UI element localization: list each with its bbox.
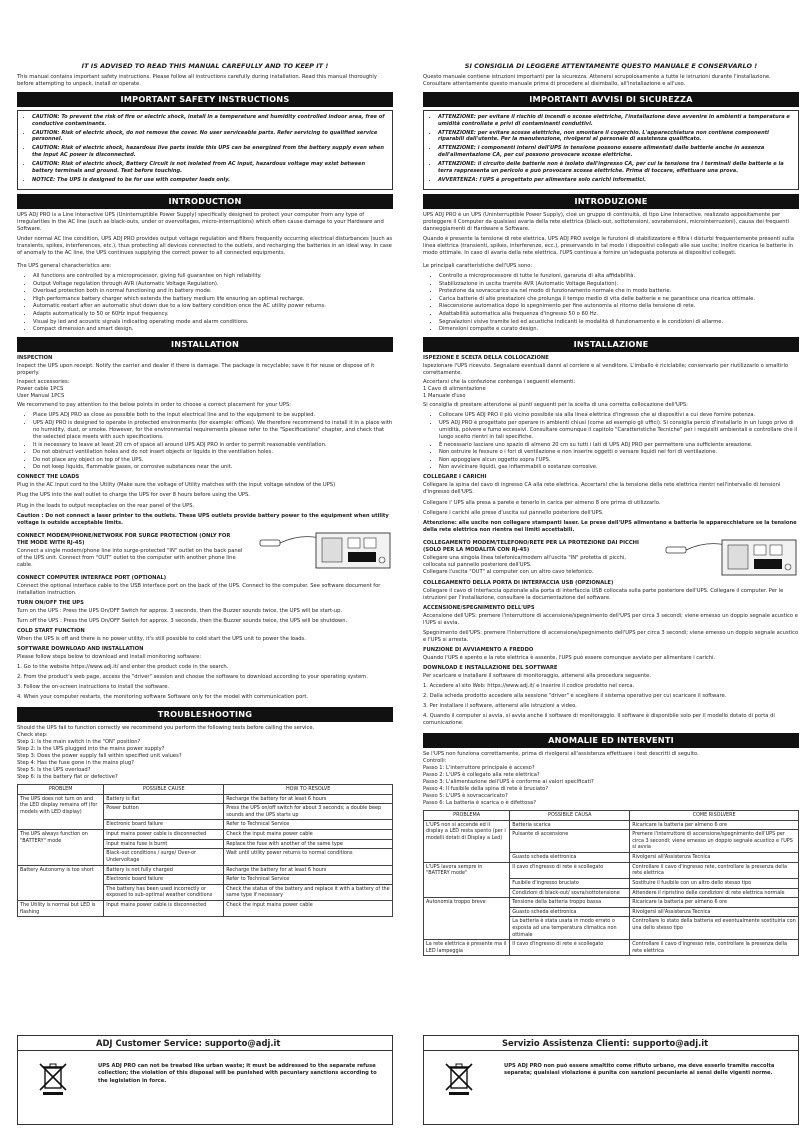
software-title: SOFTWARE DOWNLOAD AND INSTALLATION [17,645,144,652]
safety-item: • NOTICE: The UPS is designed to be for use with computer loads only. [32,177,388,184]
placement-list [17,412,393,471]
placement-item: • Non appoggiare alcun oggetto sopra l'UPS. [439,457,799,464]
fix-cell: Attendere il ripristino delle condizioni di rete elettrica normale [630,888,799,898]
troubleshooting-intro: Se l'UPS non funziona correttamente, prima di rivolgersi all'assistenza effettuare i test descritti di seguito. [423,750,699,757]
section-header-installation: INSTALLATION [17,337,393,352]
cold-start-text: Quando l'UPS è spento e la rete elettrica è assente, l'UPS può essere comunque avviato per alimentare i carichi. [423,654,716,661]
software-step: 4. Quando il computer si avvia, si avvia anche il software di monitoraggio. Il software è disponibile solo per il modello dotato di porta di comunicazione. [423,712,775,726]
page-title: SI CONSIGLIA DI LEGGERE ATTENTAMENTE QUESTO MANUALE E CONSERVARLO ! [464,62,758,70]
problem-cell: La rete elettrica è presente ma il LED lampeggia [424,940,510,956]
section-header-installation: INSTALLAZIONE [423,337,799,352]
section-header-safety: IMPORTANTI AVVISI DI SICUREZZA [423,92,799,107]
safety-item: • AVVERTENZA: l'UPS è progettato per alimentare solo carichi informatici. [438,177,794,184]
fix-cell: Sostituire il fusibile con un altro dello stesso tipo [630,878,799,888]
fix-cell: Recharge the battery for at least 6 hours [224,865,393,875]
weee-text: UPS ADJ PRO can not be treated like urban waste; it must be addressed to the separate refuse collection; the violation of this disposal will be punished with pecuniary sanctions according to the legislation in force. [98,1063,377,1084]
inspection-title: INSPECTION [17,355,53,362]
feature-item: • Output Voltage regulation through AVR (Automatic Voltage Regulation). [33,281,393,288]
section-header-safety: IMPORTANT SAFETY INSTRUCTIONS [17,92,393,107]
check-step: Passo 4: Il fusibile della spina di rete è bruciato? [423,785,549,792]
placement-intro: We recommend to pay attention to the below points in order to choose a correct placement for your UPS: [17,402,291,409]
safety-item: • CAUTION: Risk of electric shock, Battery Circuit is not isolated from AC input, hazardous voltage may exist between battery terminals and ground. Test before touching. [32,161,388,175]
placement-item: • Non avvicinare liquidi, gas infiammabili o sostanze corrosive. [439,464,799,471]
modem-text: Collegare l'uscita "OUT" al computer con un altro cavo telefonico. [423,568,594,575]
placement-intro: Si consiglia di prestare attenzione ai punti seguenti per la scelta di una corretta collocazione dell'UPS: [423,402,688,409]
intro-note: Questo manuale contiene istruzioni importanti per la sicurezza. Attenersi scrupolosamente a tutte le istruzioni durante l'installazione. Consultare attentamente questo manuale prima di procedere al disimballo, all'installazione e all'uso. [423,73,771,87]
cause-cell: Battery is not fully charged [104,865,224,875]
check-step: Passo 5: L'UPS è sovraccaricato? [423,792,508,799]
fix-cell: Check the input mains power cable [224,830,393,840]
section-header-troubleshooting: TROUBLESHOOTING [17,707,393,722]
troubleshooting-table [423,810,799,956]
check-step: Step 1: Is the main switch in the "ON" position? [17,738,141,745]
modem-section [423,537,799,577]
modem-text: Connect a single modem/phone line into surge-protected "IN" outlet on the back panel of the UPS unit. Connect from "OUT" outlet to the computer with another phone line cable. [17,547,243,568]
placement-item: • Place UPS ADJ PRO as close as possible both to the input electrical line and to the equipment to be supplied. [33,412,393,419]
cold-start-title: COLD START FUNCTION [17,627,85,634]
feature-item: • Overload protection both in normal functioning and in battery mode. [33,288,393,295]
check-step: Passo 2: L'UPS è collegato alla rete elettrica? [423,771,540,778]
on-off-text: Accensione dell'UPS: premere l'interruttore di accensione/spegnimento dell'UPS per circa 3 secondi; viene emesso un doppio segnale acustico e l'UPS si avvia. [423,612,798,626]
feature-item: • Visual by led and acoustic signals indicating operating mode and alarm conditions. [33,319,393,326]
check-step: Passo 6: La batteria è scarica o è difettosa? [423,800,536,806]
crossed-bin-icon [38,1062,68,1096]
modem-title: COLLEGAMENTO MODEM/TELEFONO/RETE PER LA PROTEZIONE DAI PICCHI (SOLO PER LA MODALITÀ CON RJ-45) [423,539,639,553]
software-title: DOWNLOAD E INSTALLAZIONE DEL SOFTWARE [423,664,558,671]
software-step: 2. Dalla scheda prodotto accedere alla sessione "driver" e scegliere il sistema operativo per cui scaricare il software. [423,692,727,699]
cause-cell: La batteria è stata usata in modo errato o esposta ad una temperatura climatica non ottimale [510,917,630,940]
placement-item: • Do not place any object on top of the UPS. [33,457,393,464]
table-row [424,940,799,956]
placement-item: • It is necessary to leave at least 20 cm of space all around UPS ADJ PRO in order to permit reasonable ventilation. [33,442,393,449]
cause-cell: Power button [104,804,224,820]
features-intro: Le principali caratteristiche dell'UPS sono: [423,262,533,269]
accessory-line: 1 Manuale d'uso [423,393,466,400]
fix-cell: Ricaricare la batteria per almeno 6 ore [630,898,799,908]
feature-item: • Compact dimension and smart design. [33,326,393,333]
inspection-text: Inspect the UPS upon receipt. Notify the carrier and dealer if there is damage. The package is recyclable; save it for reuse or dispose of it properly. [17,363,375,377]
cause-cell: Black-out conditions / surge/ Over-or Undervoltage [104,849,224,865]
table-row [424,898,799,908]
accessory-line: Accertarsi che la confezione contenga i seguenti elementi: [423,379,576,386]
column-header: POSSIBLE CAUSE [104,785,224,795]
features-intro: The UPS general characteristics are: [17,262,112,269]
placement-item: • Do not keep liquids, flammable gases, or corrosive substances near the unit. [33,464,393,471]
check-step: Step 3: Does the power supply fall within specified unit values? [17,752,182,759]
accessory-line: Power cable 1PCS [17,386,64,393]
cause-cell: Electronic board failure [104,875,224,885]
check-step: Check step: [17,731,48,738]
placement-item: • UPS ADJ PRO is designed to operate in protected environments (for example: offices). We therefore recommend to install it in a place with no humidity, dust, or smoke. However, for the environmental requirements please refer to the "Specifications" chapter, and check that the selected place meets with such specifications. [33,420,393,441]
accessory-line: User Manual 1PCS [17,393,65,400]
cause-cell: Battery is flat [104,794,224,804]
on-off-title: ACCENSIONE/SPEGNIMENTO DELL'UPS [423,604,535,611]
table-row [18,865,393,875]
fix-cell: Wait until utility power returns to normal conditions [224,849,393,865]
weee-disposal-box [17,1051,393,1125]
safety-item: • ATTENZIONE: per evitare il rischio di incendi o scosse elettriche, l'installazione deve avvenire in ambienti a temperatura e umidità controllate e privi di contaminanti conduttivi. [438,114,794,128]
section-header-troubleshooting: ANOMALIE ED INTERVENTI [423,733,799,748]
modem-text: collocata sul pannello posteriore dell'UPS. [423,561,532,568]
troubleshooting-table [17,784,393,917]
software-intro: Per scaricare e installare il software di monitoraggio, attenersi alla procedura seguente. [423,672,651,679]
intro-paragraph: UPS ADJ PRO is a Line Interactive UPS (Uninterruptible Power Supply) specifically designed to protect your computer from any type of irregularities in the AC line (such as black-outs, under or overvoltages, micro-interruptions) which often cause damage to your Hardware and Software. [17,211,384,232]
cause-cell: Input mains power cable is disconnected [104,900,224,916]
problem-cell: Battery Autonomy is too short [18,865,104,900]
safety-item: • ATTENZIONE: i componenti interni dell'UPS in tensione possono essere alimentati dalle batterie anche in assenza dell'alimentazione CA, per cui possono provocare scosse elettriche. [438,145,794,159]
on-off-text: Turn on the UPS : Press the UPS On/OFF Switch for approx. 3 seconds, then the Buzzer sounds twice, the UPS will be start-up. [17,607,343,614]
feature-item: • Carica batterie di alte prestazioni che prolunga il tempo medio di vita delle batterie e ne garantisce una ricarica ottimale. [439,296,799,303]
cause-cell: Il cavo d'ingresso di rete è scollegato [510,862,630,878]
loads-caution: Attenzione: alle uscite non collegare stampanti laser. Le prese dell'UPS alimentano a batteria le apparecchiature se la tensione della rete elettrica non rientra nei limiti accettabili. [423,519,797,533]
table-row [18,794,393,804]
intro-paragraph: UPS ADJ PRO è un UPS (Uninterruptible Power Supply), cioè un gruppo di continuità, di tipo Line Interactive, realizzato appositamente per proteggere il Computer da qualsiasi avaria della rete elettrica (black-out, sottotensioni, sovratensioni, microinterruzioni), causa dei frequenti danneggiamenti di Hardware e Software. [423,211,789,232]
safety-item: • ATTENZIONE: per evitare scosse elettriche, non smontare il coperchio. L'apparecchiatura non contiene componenti riparabili dall'utente. Per la manutenzione, rivolgersi al personale di assistenza qualificato. [438,130,794,144]
page-title: IT IS ADVISED TO READ THIS MANUAL CAREFULLY AND TO KEEP IT ! [81,62,329,70]
feature-item: • Segnalazioni visive tramite led ed acustiche indicanti le modalità di funzionamento e le condizioni di allarme. [439,319,799,326]
safety-item: • ATTENZIONE: il circuito delle batterie non è isolato dall'ingresso CA, per cui la tensione tra i terminali delle batterie e la terra rappresenta un pericolo e può provocare scosse elettriche. Prima di toccare, effettuare una prova. [438,161,794,175]
column-header: POSSIBILE CAUSA [510,811,630,821]
fix-cell: Check the status of the battery and replace it with a battery of the same type if necessary [224,884,393,900]
interface-port-text: Connect the optional interface cable to the USB interface port on the back of the UPS. Connect to the computer. See software document for installation instruction. [17,582,381,596]
software-step: 3. Follow the on-screen instructions to install the software. [17,683,170,690]
troubleshooting-intro: Should the UPS fail to function correctly we recommend you perform the following tests before calling the service. [17,724,315,731]
weee-disposal-box [423,1051,799,1125]
on-off-text: Turn off the UPS : Press the UPS On/OFF Switch for approx. 3 seconds, then the Buzzer sounds twice, the UPS will be shutdown. [17,617,348,624]
fix-cell: Controllare il cavo d'ingresso rete, controllare la presenza della rete elettrica [630,862,799,878]
loads-text: Collegare i carichi alle prese d'uscita sul pannello posteriore dell'UPS. [423,509,604,516]
loads-text: Collegare la spina del cavo di ingresso CA alla rete elettrica. Accertarsi che la tensione della rete elettrica rientri nell'intervallo di tensioni d'ingresso dell'UPS. [423,482,781,496]
ups-rear-panel-illustration [258,530,393,570]
cause-cell: Tensione della batteria troppo bassa [510,898,630,908]
column-header: COME RISOLVERE [630,811,799,821]
fix-cell: Ricaricare la batteria per almeno 6 ore [630,820,799,830]
check-step: Step 4: Has the fuse gone in the mains plug? [17,759,134,766]
column-header: PROBLEMA [424,811,510,821]
english-column [17,62,393,917]
fix-cell: Check the input mains power cable [224,900,393,916]
ups-rear-panel-illustration [664,537,799,577]
software-step: 3. Per installare il software, attenersi alle istruzioni a video. [423,702,577,709]
safety-item: • CAUTION: Risk of electric shock, hazardous live parts inside this UPS can be energized from the battery supply even when the input AC power is disconnected. [32,145,388,159]
software-intro: Please follow steps below to download and install monitoring software: [17,653,202,660]
problem-cell: The Utility is normal but LED is flashing [18,900,104,916]
fix-cell: Replace the fuse with another of the same type [224,839,393,849]
on-off-title: TURN ON/OFF THE UPS [17,599,84,606]
feature-item: • Adattabilità automatica alla frequenza d'ingresso 50 o 60 Hz. [439,311,799,318]
intro-note: This manual contains important safety instructions. Please follow all instructions carefully during installation. Read this manual thoroughly before attempting to unpack, install or operate. [17,73,377,87]
problem-cell: L'UPS non si accende ed il display a LED resta spento (per i modelli dotati di Display a Led) [424,820,510,862]
fix-cell: Press the UPS on/off switch for about 3 seconds; a double beep sounds and the UPS starts up [224,804,393,820]
safety-box [17,110,393,190]
cause-cell: Batteria scarica [510,820,630,830]
cause-cell: Electronic board failure [104,820,224,830]
placement-item: • Collocare UPS ADJ PRO il più vicino possibile sia alla linea elettrica d'ingresso che ai dispositivi a cui deve fornire potenza. [439,412,799,419]
inspection-title: ISPEZIONE E SCELTA DELLA COLLOCAZIONE [423,355,549,362]
problem-cell: The UPS does not turn on and the LED display remains off (for models with LED display) [18,794,104,829]
connect-loads-title: CONNECT THE LOADS [17,474,80,481]
italian-column [423,62,799,956]
software-step: 1. Go to the website https://www.adj.it/ and enter the product code in the search. [17,663,229,670]
feature-item: • Controllo a microprocessore di tutte le funzioni, garanzia di alta affidabilità. [439,273,799,280]
feature-item: • Adapts automatically to 50 or 60Hz input frequency. [33,311,393,318]
software-step: 1. Accedere al sito Web: https://www.adj.it/ e inserire il codice prodotto nel cerca. [423,682,635,689]
safety-item: • CAUTION: Risk of electric shock, do not remove the cover. No user serviceable parts. Refer servicing to qualified service personnel. [32,130,388,144]
accessory-line: 1 Cavo di alimentazione [423,386,486,393]
feature-item: • Stabilizzazione in uscita tramite AVR (Automatic Voltage Regulation). [439,281,799,288]
fix-cell: Recharge the battery for at least 6 hours [224,794,393,804]
interface-port-title: COLLEGAMENTO DELLA PORTA DI INTERFACCIA USB (OPZIONALE) [423,579,614,586]
loads-text: Plug the UPS into the wall outlet to charge the UPS for over 8 hours before using the UPS. [17,492,250,499]
section-header-introduction: INTRODUZIONE [423,194,799,209]
check-step: Step 6: Is the battery flat or defective? [17,774,118,781]
feature-item: • All functions are controlled by a microprocessor, giving full guarantee on high reliability. [33,273,393,280]
placement-item: • È necessario lasciare uno spazio di almeno 20 cm su tutti i lati di UPS ADJ PRO per permettere una sufficiente areazione. [439,442,799,449]
safety-box [423,110,799,190]
software-step: 4. When your computer restarts, the monitoring software Software only for the model with communication port. [17,693,309,700]
cause-cell: Condizioni di black-out/ sovra/sottotensione [510,888,630,898]
software-step: 2. From the product's web page, access the "driver" session and choose the software to download according to your operating system. [17,673,368,680]
inspection-text: Ispezionare l'UPS ricevuto. Segnalare eventuali danni al corriere e al venditore. L'imballo è riciclabile; conservarlo per riutilizzarlo o smaltirlo correttamente. [423,363,789,377]
cause-cell: Pulsante di accensione [510,830,630,853]
check-step: Step 5: Is the UPS overload? [17,767,91,773]
fix-cell: Controllare il cavo d'ingresso rete, controllare la presenza della rete elettrica [630,940,799,956]
check-step: Passo 3: L'alimentazione dell'UPS è conforme ai valori specificati? [423,778,594,785]
placement-item: • Do not obstruct ventilation holes and do not insert objects or liquids in the ventilation holes. [33,449,393,456]
problem-cell: Autonomia troppo breve [424,898,510,940]
fix-cell: Refer to Technical Service [224,875,393,885]
cold-start-title: FUNZIONE DI AVVIAMENTO A FREDDO [423,646,534,653]
fix-cell: Controllare lo stato della batteria ed eventualmente sostituirla con una dello stesso tipo [630,917,799,940]
check-step: Step 2: Is the UPS plugged into the mains power supply? [17,745,165,752]
modem-section [17,530,393,572]
cause-cell: Il cavo d'ingresso di rete è scollegato [510,940,630,956]
cold-start-text: When the UPS is off and there is no power utility, it's still possible to cold start the UPS unit to power the loads. [17,635,306,642]
check-step: Controlli: [423,757,447,764]
weee-text: UPS ADJ PRO non può essere smaltito come rifiuto urbano, ma deve esserlo tramite raccolta separata; qualsiasi violazione è punita con sanzioni pecuniarie ai sensi delle vigenti norme. [504,1063,775,1077]
fix-cell: Rivolgersi all'Assistenza Tecnica [630,907,799,917]
interface-port-text: Collegare il cavo di interfaccia opzionale alla porta di interfaccia USB collocata sulla parte posteriore dell'UPS. Collegare il computer. Per le istruzioni per l'installazione, consultare la documentazione del software. [423,587,784,601]
cause-cell: Guasto scheda elettronica [510,853,630,863]
feature-item: • Protezione da sovraccarico sia nel modo di funzionamento normale che in modo batterie. [439,288,799,295]
modem-text: Collegare una singola linea telefonica/modem all'uscita "IN" protetta di picchi, [423,554,627,561]
loads-caution: Caution : Do not connect a laser printer to the outlets. These UPS outlets provide battery power to the equipment when utility voltage is outside acceptable limits. [17,512,389,526]
loads-text: Plug in the AC input cord to the Utility (Make sure the voltage of Utility matches with the input voltage window of the UPS) [17,482,336,489]
fix-cell: Refer to Technical Service [224,820,393,830]
connect-loads-title: COLLEGARE I CARICHI [423,474,487,481]
placement-item: • UPS ADJ PRO è progettato per operare in ambienti chiusi (come ad esempio gli uffici). Si consiglia perciò d'installarlo in un luogo privo di umidità, polvere e fumo eccessivi. Consultare comunque il capitolo "Caratteristiche Tecniche" per i requisiti ambientali e controllare che il luogo scelto rientri in tali specifiche. [439,420,799,441]
section-header-introduction: INTRODUCTION [17,194,393,209]
feature-item: • High performance battery charger which extends the battery medium life ensuring an optimal recharge. [33,296,393,303]
safety-item: • CAUTION: To prevent the risk of fire or electric shock, install in a temperature and humidity controlled indoor area, free of conductive contaminants. [32,114,388,128]
intro-paragraph: Quando è presente la tensione di rete elettrica, UPS ADJ PRO svolge le funzioni di stabilizzatore e filtra i disturbi frequentemente presenti sulla linea elettrica (transienti, spikes, interferenze, ecc.), preservando in tal modo i dispositivi collegati alle sue uscite; inoltre ricarica le batterie in modo ottimale. In caso di avaria della rete elettrica, l'UPS continua a fornire un'adeguata potenza ai dispositivi collegati. [423,235,794,256]
check-step: Passo 1: L'interruttore principale è acceso? [423,764,535,771]
customer-service-banner: Servizio Assistenza Clienti: supporto@adj.it [423,1035,799,1051]
accessory-line: Inspect accessories: [17,379,70,386]
loads-text: Plug in the loads to output receptacles on the rear panel of the UPS. [17,502,195,509]
fix-cell: Premere l'interruttore di accensione/spegnimento dell'UPS per circa 3 secondi; viene emesso un doppio segnale acustico e l'UPS si avvia [630,830,799,853]
table-row [424,820,799,830]
table-row [18,900,393,916]
table-row [424,862,799,878]
modem-title: CONNECT MODEM/PHONE/NETWORK FOR SURGE PROTECTION (ONLY FOR THE MODE WITH RJ-45) [17,532,231,546]
interface-port-title: CONNECT COMPUTER INTERFACE PORT (OPTIONAL) [17,574,167,581]
cause-cell: Fusibile d'ingresso bruciato [510,878,630,888]
cause-cell: Guasto scheda elettronica [510,907,630,917]
column-header: HOW TO RESOLVE [224,785,393,795]
feature-item: • Riaccensione automatica dopo lo spegnimento per fine autonomia al ritorno della tensione di rete. [439,303,799,310]
placement-list [423,412,799,471]
feature-item: • Automatic restart after an automatic shut down due to a low battery condition once the AC utility power returns. [33,303,393,310]
cause-cell: The battery has been used incorrectly or exposed to sub-optimal weather conditions [104,884,224,900]
intro-paragraph: Under normal AC line condition, UPS ADJ PRO provides output voltage regulation and filters frequently occurring electrical disturbances (such as transients, spikes, interferences, etc.), thus protecting all devices connected to the outlets, and recharging the batteries in an ideal way. In case of anomaly to the AC line, the UPS continues supplying the correct power to all connected equipments. [17,235,393,256]
feature-item: • Dimensioni compatte e curato design. [439,326,799,333]
problem-cell: L'UPS lavora sempre in "BATTERY mode" [424,862,510,897]
problem-cell: The UPS always function on "BATTERY" mode [18,830,104,865]
cause-cell: Input mains power cable is disconnected [104,830,224,840]
loads-text: Collegare l' UPS alla presa a parete e tenerlo in carica per almeno 8 ore prima di utilizzarlo. [423,499,661,506]
crossed-bin-icon [444,1062,474,1096]
features-list [17,273,393,333]
column-header: PROBLEM [18,785,104,795]
on-off-text: Spegnimento dell'UPS: premere l'interruttore di accensione/spegnimento dell'UPS per circa 3 secondi; viene emesso un doppio segnale acustico e l'UPS si arresta. [423,629,799,643]
customer-service-banner: ADJ Customer Service: supporto@adj.it [17,1035,393,1051]
placement-item: • Non ostruire le fessure o i fori di ventilazione e non inserire oggetti o versare liquidi nei fori di ventilazione. [439,449,799,456]
cause-cell: Input mains fuse is burnt [104,839,224,849]
fix-cell: Rivolgersi all'Assistenza Tecnica [630,853,799,863]
features-list [423,273,799,333]
table-row [18,830,393,840]
